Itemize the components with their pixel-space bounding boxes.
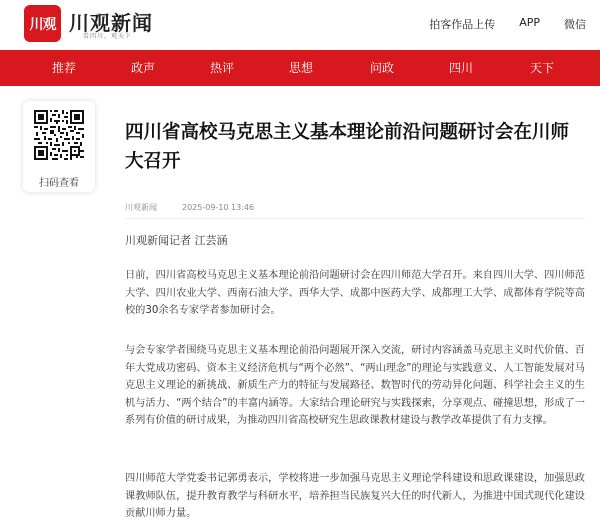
site-title[interactable]: 川观新闻	[69, 11, 153, 35]
article-source[interactable]: 川观新闻	[125, 203, 157, 212]
article	[125, 118, 585, 519]
top-links	[429, 16, 586, 32]
meta-divider	[125, 218, 585, 219]
nav-item-commentary[interactable]: 热评	[209, 61, 235, 75]
site-logo[interactable]	[24, 5, 61, 42]
wechat-link[interactable]: 微信	[564, 18, 586, 31]
site-header	[0, 0, 600, 50]
nav-item-inquiry[interactable]: 问政	[369, 61, 395, 75]
site-slogan: 看四川，观天下	[83, 33, 133, 40]
article-paragraph: 日前，四川省高校马克思主义基本理论前沿问题研讨会在四川师范大学召开。来自四川大学、四川师范大学、四川农业大学、西南石油大学、西华大学、成都中医药大学、成都理工大学、成都体育学院等高校的30余名专家学者参加研讨会。	[125, 270, 585, 316]
article-meta	[125, 202, 254, 213]
nav-item-thought[interactable]: 思想	[288, 61, 314, 75]
qr-card	[23, 101, 95, 192]
nav-item-world[interactable]: 天下	[529, 61, 555, 75]
upload-link[interactable]: 拍客作品上传	[429, 18, 496, 31]
article-date: 2025-09-10 13:46	[182, 203, 255, 212]
logo-mark-text: 川观	[29, 16, 56, 33]
nav-item-politics[interactable]: 政声	[130, 61, 156, 75]
article-reporter: 川观新闻记者 江芸涵	[125, 234, 228, 247]
nav-item-recommend[interactable]: 推荐	[51, 61, 77, 75]
qr-label: 扫码查看	[39, 178, 79, 189]
qr-code-icon	[34, 110, 84, 160]
nav-item-sichuan[interactable]: 四川	[448, 61, 474, 75]
app-link[interactable]: APP	[519, 16, 540, 29]
main-nav	[0, 50, 600, 86]
article-paragraph: 四川师范大学党委书记郭勇表示，学校将进一步加强马克思主义理论学科建设和思政课建设，加强思政课教师队伍，提升教育教学与科研水平，培养担当民族复兴大任的时代新人，为推进中国式现代化建设贡献川师力量。	[125, 473, 585, 519]
article-paragraph: 与会专家学者围绕马克思主义基本理论前沿问题展开深入交流，研讨内容涵盖马克思主义时代价值、百年大党成功密码、资本主义经济危机与“两个必然”、“两山理念”的理论与实践意义、人工智能发展对马克思主义理论的新挑战、新质生产力的特征与发展路径、数智时代的劳动异化问题、科学社会主义的生机与活力、“两个结合”的丰富内涵等。大家结合理论研究与实践探索，分享观点、碰撞思想，形成了一系列有价值的研讨成果，为推动四川省高校研究生思政课教材建设与教学改革提供了有力支撑。	[125, 345, 585, 426]
article-title: 四川省高校马克思主义基本理论前沿问题研讨会在川师大召开	[125, 122, 570, 172]
